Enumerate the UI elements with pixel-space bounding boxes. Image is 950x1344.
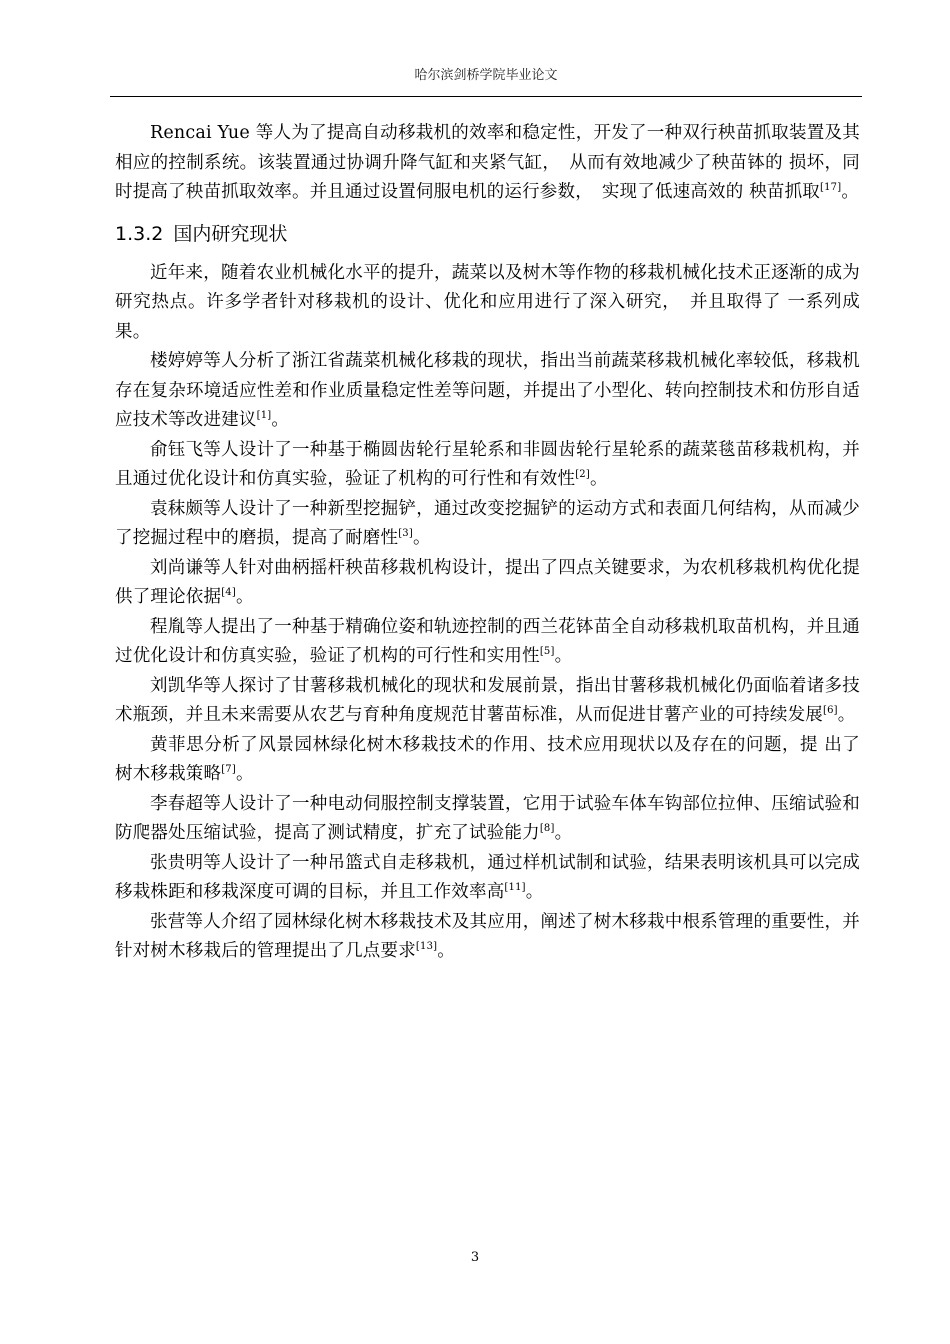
citation: [5] bbox=[539, 646, 555, 658]
header-divider bbox=[110, 96, 862, 97]
paragraph: 张贵明等人设计了一种吊篮式自走移栽机，通过样机试制和试验，结果表明该机具可以完成移栽株距和移栽深度可调的目标，并且工作效率高[11]。 bbox=[115, 852, 860, 902]
paragraph: 楼婷婷等人分析了浙江省蔬菜机械化移栽的现状，指出当前蔬菜移栽机械化率较低，移栽机存在复杂环境适应性差和作业质量稳定性差等问题，并提出了小型化、转向控制技术和仿形自适应技术等改进建议[1]。 bbox=[115, 351, 860, 430]
paragraph: Rencai Yue 等人为了提高自动移栽机的效率和稳定性，开发了一种双行秧苗抓取装置及其相应的控制系统。该装置通过协调升降气缸和夹紧气缸， 从而有效地减少了秧苗钵的 损坏，同时提高了秧苗抓取效率。并且通过设置伺服电机的运行参数， 实现了低速高效的 秧苗抓取[17]。 bbox=[115, 123, 860, 202]
paragraph: 俞钰飞等人设计了一种基于椭圆齿轮行星轮系和非圆齿轮行星轮系的蔬菜毯苗移栽机构，并且通过优化设计和仿真实验，验证了机构的可行性和有效性[2]。 bbox=[115, 439, 860, 489]
paragraph: 刘尚谦等人针对曲柄摇杆秧苗移栽机构设计，提出了四点关键要求，为农机移栽机构优化提供了理论依据[4]。 bbox=[115, 557, 860, 607]
paragraph: 袁秣颇等人设计了一种新型挖掘铲，通过改变挖掘铲的运动方式和表面几何结构，从而减少了挖掘过程中的磨损，提高了耐磨性[3]。 bbox=[115, 498, 860, 548]
citation: [6] bbox=[823, 705, 838, 717]
section-title: 国内研究现状 bbox=[173, 222, 288, 245]
paragraph: 黄菲思分析了风景园林绿化树木移栽技术的作用、技术应用现状以及存在的问题，提 出了树木移栽策略[7]。 bbox=[115, 734, 860, 784]
citation: [11] bbox=[504, 882, 526, 894]
citation: [8] bbox=[539, 823, 555, 835]
page-number: 3 bbox=[470, 1250, 480, 1265]
paragraph: 李春超等人设计了一种电动伺服控制支撑装置，它用于试验车体车钩部位拉伸、压缩试验和防爬器处压缩试验，提高了测试精度，扩充了试验能力[8]。 bbox=[115, 793, 860, 843]
citation: [2] bbox=[575, 469, 590, 481]
citation: [4] bbox=[221, 587, 236, 599]
citation: [3] bbox=[398, 528, 413, 540]
page-header: 哈尔滨剑桥学院毕业论文 bbox=[414, 68, 558, 83]
body-content bbox=[115, 119, 860, 967]
section-number: 1.3.2 bbox=[115, 222, 164, 245]
paragraph: 刘凯华等人探讨了甘薯移栽机械化的现状和发展前景，指出甘薯移栽机械化仍面临着诸多技术瓶颈，并且未来需要从农艺与育种角度规范甘薯苗标准，从而促进甘薯产业的可持续发展[6]。 bbox=[115, 675, 860, 725]
citation: [1] bbox=[256, 410, 272, 422]
citation: [7] bbox=[221, 764, 236, 776]
paragraph: 近年来，随着农业机械化水平的提升，蔬菜以及树木等作物的移栽机械化技术正逐渐的成为研究热点。许多学者针对移栽机的设计、优化和应用进行了深入研究， 并且取得了 一系列成果。 bbox=[115, 262, 860, 342]
citation: [13] bbox=[415, 941, 438, 953]
section-heading bbox=[115, 217, 860, 251]
paragraph: 程胤等人提出了一种基于精确位姿和轨迹控制的西兰花钵苗全自动移栽机取苗机构，并且通过优化设计和仿真实验，验证了机构的可行性和实用性[5]。 bbox=[115, 616, 860, 666]
paragraph: 张营等人介绍了园林绿化树木移栽技术及其应用，阐述了树木移栽中根系管理的重要性，并针对树木移栽后的管理提出了几点要求[13]。 bbox=[115, 911, 860, 961]
citation: [17] bbox=[820, 182, 842, 194]
